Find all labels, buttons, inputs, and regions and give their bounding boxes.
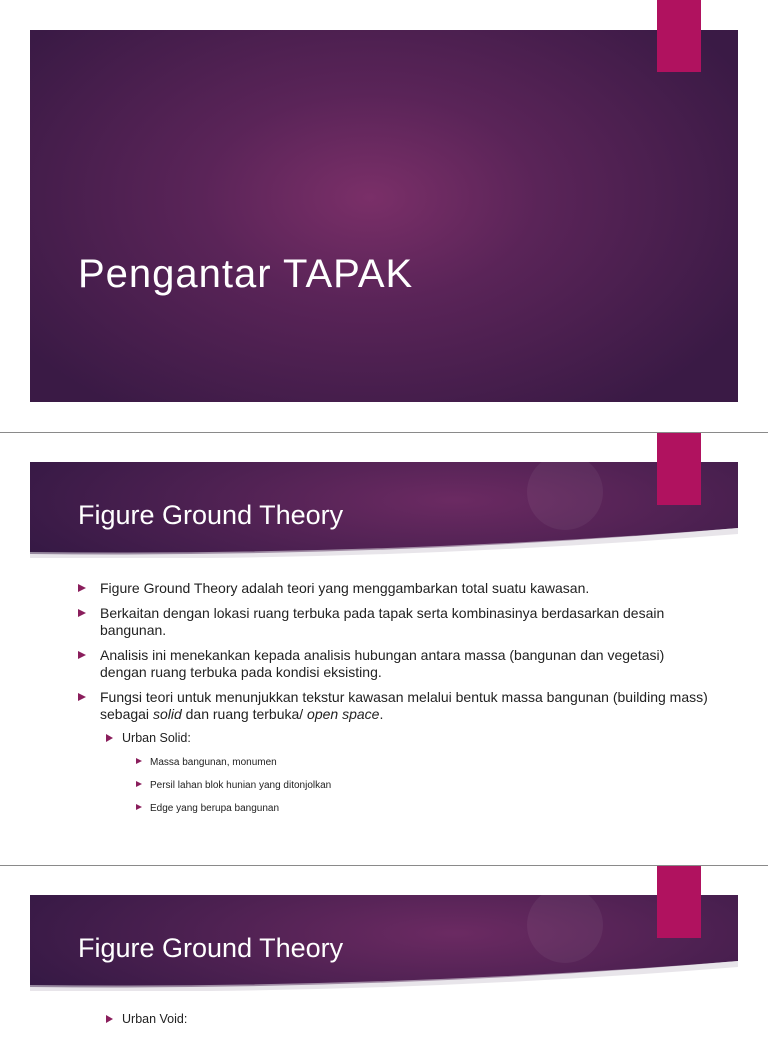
bullet-arrow-icon	[136, 781, 142, 787]
bullet-item: Fungsi teori untuk menunjukkan tekstur kawasan melalui bentuk massa bangunan (building mass) sebagai solid dan ruang terbuka/ open space.	[78, 689, 708, 723]
sub-heading-item: Urban Void:	[78, 1012, 708, 1027]
bullet-arrow-icon	[136, 758, 142, 764]
bullet-arrow-icon	[106, 1015, 113, 1023]
accent-tab-slide1-overlay	[657, 0, 701, 72]
slide2-title: Figure Ground Theory	[78, 500, 344, 530]
sub-heading-item: Urban Solid:	[78, 731, 708, 746]
title-slide	[30, 30, 738, 402]
bullet-item: Berkaitan dengan lokasi ruang terbuka pada tapak serta kombinasinya berdasarkan desain bangunan.	[78, 605, 708, 639]
slide-divider	[0, 865, 768, 866]
slide3-bullet-list	[78, 1012, 708, 1037]
slide2-bullet-list	[78, 580, 708, 825]
accent-tab-slide2	[657, 433, 701, 505]
slide3-title: Figure Ground Theory	[78, 933, 344, 963]
bullet-arrow-icon	[136, 804, 142, 810]
bullet-arrow-icon	[78, 693, 86, 701]
bullet-arrow-icon	[78, 651, 86, 659]
accent-tab-slide3	[657, 866, 701, 938]
sub-bullet-item: Persil lahan blok hunian yang ditonjolkan	[78, 779, 708, 792]
sub-bullet-item: Edge yang berupa bangunan	[78, 802, 708, 815]
slide2-header-band	[30, 462, 738, 558]
sub-bullet-item: Massa bangunan, monumen	[78, 756, 708, 769]
bullet-arrow-icon	[106, 734, 113, 742]
slide-divider	[0, 432, 768, 433]
slide-title: Pengantar TAPAK	[78, 252, 414, 296]
bullet-arrow-icon	[78, 584, 86, 592]
bullet-item: Figure Ground Theory adalah teori yang menggambarkan total suatu kawasan.	[78, 580, 708, 597]
bullet-item: Analisis ini menekankan kepada analisis hubungan antara massa (bangunan dan vegetasi) dengan ruang terbuka pada kondisi eksisting.	[78, 647, 708, 681]
slide3-header-band	[30, 895, 738, 991]
bullet-arrow-icon	[78, 609, 86, 617]
